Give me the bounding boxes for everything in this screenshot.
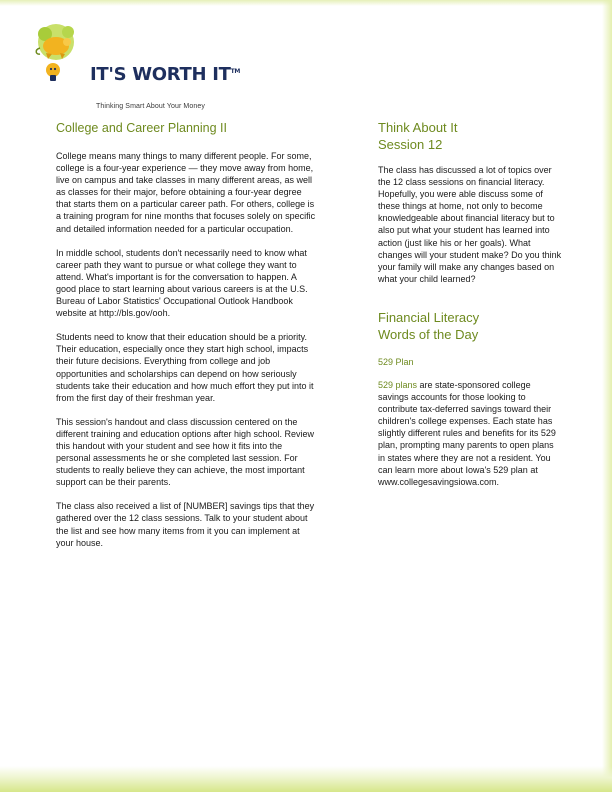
brand-tagline: Thinking Smart About Your Money	[96, 103, 205, 110]
words-of-day-title: Financial Literacy Words of the Day	[378, 309, 480, 342]
paragraph-handout: This session's handout and class discussion centered on the different training and education options after high school. Review this handout with your student and see how it fits into the personal assessments he or she completed last session. For students to really believe they can achieve, the most important support can be their parents.	[56, 416, 314, 488]
paragraph-priority: Students need to know that their education should be a priority. Their education, especially once they start high school, impacts their future decisions. Everything from college and job opportunities and scholarships can depend on how seriously students take their education and how much effort they put into it from the first day of their freshman year.	[56, 332, 314, 403]
left-column	[56, 120, 318, 549]
college-planning-title: College and Career Planning II	[56, 121, 227, 135]
term-definition-text: are state-sponsored college savings accounts for those looking to contribute tax-deferred savings toward their children's college expenses. Each state has slightly different rules and benefits for its 529 plan, prompting many parents to open plans in states where they are not a resident. You can learn more about Iowa's 529 plan at www.collegesavingsiowa.com.	[378, 379, 556, 487]
paragraph-intro: College means many things to many different people. For some, college is a four-year experience — they move away from home, live on campus and take classes in many different areas, as well as classes for their major, before obtaining a four-year degree that starts them on a particular career path. For others, college is a training program for nine months that focuses solely on specific and detailed information needed for a particular occupation.	[56, 151, 316, 234]
term-name: 529 plans	[378, 379, 418, 390]
think-about-it-body: The class has discussed a lot of topics over the 12 class sessions on financial literacy. Hopefully, you were able discuss some of these things at home, not only to become knowledgeable about financial literacy but to also put what your student has learned into action (just like his or her goals). What changes will your student make? Do you think your family will make any changes based on what your child learned?	[378, 165, 562, 284]
brand-wordmark: IT'S WORTH IT™	[90, 64, 241, 85]
page-top-edge	[0, 0, 612, 6]
paragraph-savings-tips: The class also received a list of [NUMBER] savings tips that they gathered over the 12 class sessions. Talk to your student about the list and see how many items from it you can implement at your house.	[56, 501, 315, 548]
page-right-edge	[602, 0, 612, 792]
term-heading: 529 Plan	[378, 356, 414, 367]
term-definition	[378, 379, 562, 488]
right-column	[378, 119, 562, 488]
paragraph-middle-school: In middle school, students don't necessarily need to know what career path they want to pursue or what college they want to attend. What's important is for the conversation to happen. A good place to start learning about various careers is at the U.S. Bureau of Labor Statistics' Occupational Outlook Handbook website at http://bls.gov/ooh.	[56, 247, 308, 319]
think-about-it-title: Think About It Session 12	[378, 120, 458, 152]
page-bottom-edge	[0, 766, 612, 792]
brand-logo	[30, 20, 241, 110]
